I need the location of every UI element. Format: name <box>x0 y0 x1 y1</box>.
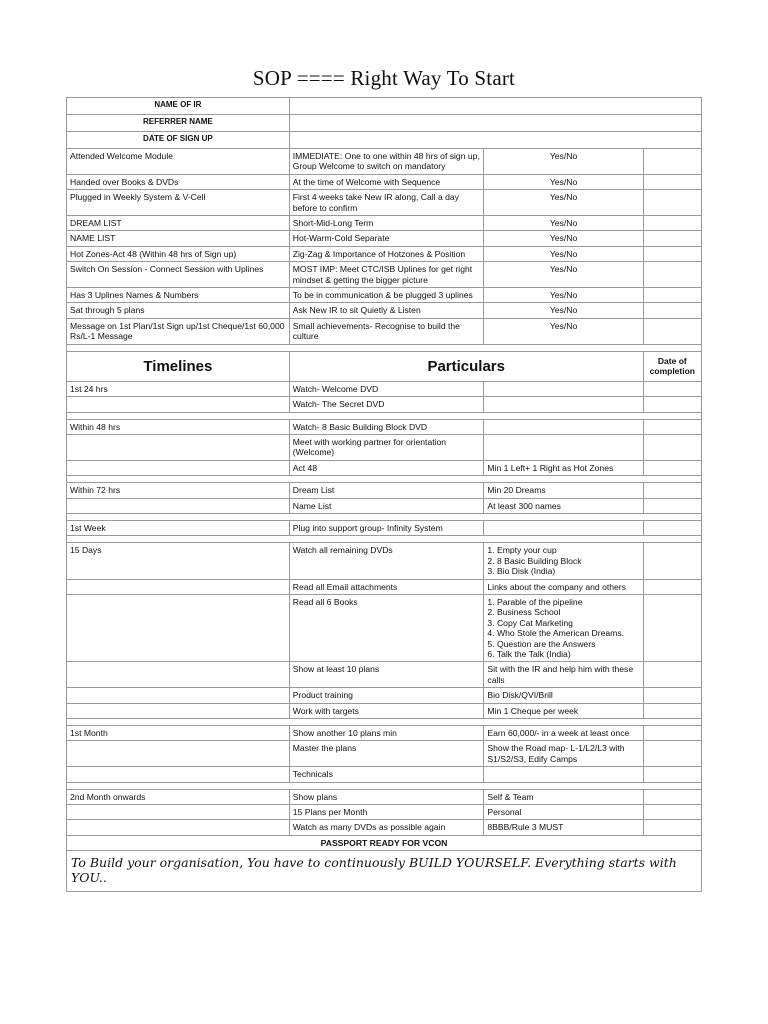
completion-date-cell[interactable] <box>643 805 701 820</box>
date-of-completion-header: Date of completion <box>643 351 701 381</box>
task-cell: Name List <box>289 498 484 513</box>
timeline-cell <box>67 741 290 767</box>
yes-no-toggle[interactable]: Yes/No <box>484 149 643 175</box>
note-cell <box>484 520 643 535</box>
timeline-cell <box>67 820 290 835</box>
timeline-row <box>67 726 702 741</box>
completion-date-cell[interactable] <box>643 520 701 535</box>
passport-row <box>67 835 702 850</box>
spacer-cell <box>67 536 702 543</box>
completion-date-cell[interactable] <box>643 594 701 661</box>
sop-table-body <box>67 98 702 892</box>
footer-row <box>67 851 702 892</box>
note-cell: Min 20 Dreams <box>484 483 643 498</box>
task-cell: Master the plans <box>289 741 484 767</box>
checklist-item: Switch On Session - Connect Session with Uplines <box>67 262 290 288</box>
completion-date-cell[interactable] <box>643 579 701 594</box>
completion-date-cell[interactable] <box>643 397 701 412</box>
checklist-remark-cell[interactable] <box>643 288 701 303</box>
list-item: 4. Who Stole the American Dreams. <box>487 628 625 639</box>
note-cell <box>484 397 643 412</box>
note-cell <box>484 767 643 782</box>
completion-date-cell[interactable] <box>643 741 701 767</box>
checklist-item: NAME LIST <box>67 231 290 246</box>
field-label: REFERRER NAME <box>67 115 290 132</box>
task-cell: Watch as many DVDs as possible again <box>289 820 484 835</box>
spacer-cell <box>67 412 702 419</box>
spacer-row <box>67 513 702 520</box>
timeline-row <box>67 483 702 498</box>
checklist-item: DREAM LIST <box>67 216 290 231</box>
timeline-row <box>67 419 702 434</box>
spacer-row <box>67 344 702 351</box>
spacer-cell <box>67 476 702 483</box>
checklist-row <box>67 246 702 261</box>
checklist-remark-cell[interactable] <box>643 246 701 261</box>
timeline-row <box>67 434 702 460</box>
spacer-row <box>67 536 702 543</box>
task-cell: Product training <box>289 688 484 703</box>
list-item: 3. Copy Cat Marketing <box>487 617 573 628</box>
checklist-row <box>67 288 702 303</box>
timeline-cell: 1st Week <box>67 520 290 535</box>
list-item: 2. 8 Basic Building Block <box>487 555 582 566</box>
field-label: DATE OF SIGN UP <box>67 132 290 149</box>
note-cell <box>484 381 643 396</box>
completion-date-cell[interactable] <box>643 543 701 579</box>
timeline-row <box>67 579 702 594</box>
timeline-cell: 2nd Month onwards <box>67 789 290 804</box>
checklist-item: Plugged in Weekly System & V-Cell <box>67 190 290 216</box>
note-cell: Earn 60,000/- in a week at least once <box>484 726 643 741</box>
checklist-remark-cell[interactable] <box>643 303 701 318</box>
yes-no-toggle[interactable]: Yes/No <box>484 190 643 216</box>
checklist-row <box>67 262 702 288</box>
checklist-item: Has 3 Uplines Names & Numbers <box>67 288 290 303</box>
field-row-date-of-sign-up <box>67 132 702 149</box>
checklist-item: Message on 1st Plan/1st Sign up/1st Cheque/1st 60,000 Rs/L-1 Message <box>67 318 290 344</box>
field-label: NAME OF IR <box>67 98 290 115</box>
field-row-name-of-ir <box>67 98 702 115</box>
checklist-detail: Ask New IR to sit Quietly & Listen <box>289 303 484 318</box>
checklist-detail: IMMEDIATE: One to one within 48 hrs of sign up, Group Welcome to switch on mandatory <box>289 149 484 175</box>
task-cell: Watch- 8 Basic Building Block DVD <box>289 419 484 434</box>
completion-date-cell[interactable] <box>643 460 701 475</box>
timeline-row <box>67 688 702 703</box>
task-cell: Show at least 10 plans <box>289 662 484 688</box>
checklist-row <box>67 174 702 189</box>
yes-no-toggle[interactable]: Yes/No <box>484 246 643 261</box>
task-cell: Watch all remaining DVDs <box>289 543 484 579</box>
completion-date-cell[interactable] <box>643 381 701 396</box>
yes-no-toggle[interactable]: Yes/No <box>484 231 643 246</box>
checklist-detail: Small achievements- Recognise to build the culture <box>289 318 484 344</box>
timeline-cell: Within 48 hrs <box>67 419 290 434</box>
checklist-row <box>67 303 702 318</box>
timeline-cell: 1st 24 hrs <box>67 381 290 396</box>
note-cell: Personal <box>484 805 643 820</box>
checklist-remark-cell[interactable] <box>643 174 701 189</box>
sop-table <box>66 97 702 892</box>
checklist-row <box>67 190 702 216</box>
timeline-row <box>67 805 702 820</box>
timeline-cell <box>67 688 290 703</box>
spacer-row <box>67 476 702 483</box>
timeline-row <box>67 520 702 535</box>
field-value-input[interactable] <box>289 115 701 132</box>
note-cell: Sit with the IR and help him with these calls <box>484 662 643 688</box>
checklist-detail: Zig-Zag & Importance of Hotzones & Position <box>289 246 484 261</box>
timeline-cell <box>67 662 290 688</box>
list-item: 3. Bio Disk (India) <box>487 566 556 577</box>
field-value-input[interactable] <box>289 98 701 115</box>
completion-date-cell[interactable] <box>643 419 701 434</box>
yes-no-toggle[interactable]: Yes/No <box>484 174 643 189</box>
task-cell: Meet with working partner for orientation (Welcome) <box>289 434 484 460</box>
checklist-remark-cell[interactable] <box>643 190 701 216</box>
timeline-cell <box>67 579 290 594</box>
note-cell: Bio Disk/QVI/Brill <box>484 688 643 703</box>
spacer-cell <box>67 782 702 789</box>
timeline-cell <box>67 498 290 513</box>
note-cell <box>484 594 643 661</box>
list-item: 6. Talk the Talk (India) <box>487 649 571 659</box>
task-cell: 15 Plans per Month <box>289 805 484 820</box>
section-header-row <box>67 351 702 381</box>
task-cell: Show another 10 plans min <box>289 726 484 741</box>
completion-date-cell[interactable] <box>643 662 701 688</box>
timeline-row <box>67 594 702 661</box>
completion-date-cell[interactable] <box>643 789 701 804</box>
checklist-detail: MOST IMP: Meet CTC/ISB Uplines for get right mindset & getting the bigger picture <box>289 262 484 288</box>
note-cell: Min 1 Left+ 1 Right as Hot Zones <box>484 460 643 475</box>
checklist-detail: First 4 weeks take New IR along, Call a day before to confirm <box>289 190 484 216</box>
passport-banner: PASSPORT READY FOR VCON <box>67 835 702 850</box>
timeline-row <box>67 703 702 718</box>
completion-date-cell[interactable] <box>643 767 701 782</box>
checklist-item: Sat through 5 plans <box>67 303 290 318</box>
checklist-remark-cell[interactable] <box>643 262 701 288</box>
task-cell: Act 48 <box>289 460 484 475</box>
completion-date-cell[interactable] <box>643 688 701 703</box>
checklist-remark-cell[interactable] <box>643 149 701 175</box>
spacer-row <box>67 719 702 726</box>
timeline-cell <box>67 703 290 718</box>
list-item: 1. Empty your cup <box>487 545 557 556</box>
list-item: 5. Question are the Answers <box>487 638 596 649</box>
spacer-cell <box>67 513 702 520</box>
completion-date-cell[interactable] <box>643 434 701 460</box>
checklist-row <box>67 318 702 344</box>
spacer-cell <box>67 719 702 726</box>
yes-no-toggle[interactable]: Yes/No <box>484 262 643 288</box>
note-cell: Links about the company and others <box>484 579 643 594</box>
spacer-row <box>67 782 702 789</box>
yes-no-toggle[interactable]: Yes/No <box>484 216 643 231</box>
timeline-row <box>67 662 702 688</box>
checklist-remark-cell[interactable] <box>643 216 701 231</box>
task-cell: Show plans <box>289 789 484 804</box>
checklist-remark-cell[interactable] <box>643 318 701 344</box>
yes-no-toggle[interactable]: Yes/No <box>484 288 643 303</box>
completion-date-cell[interactable] <box>643 726 701 741</box>
note-cell <box>484 543 643 579</box>
checklist-item: Hot Zones-Act 48 (Within 48 hrs of Sign up) <box>67 246 290 261</box>
timeline-row <box>67 397 702 412</box>
particulars-header: Particulars <box>289 351 643 381</box>
timeline-cell <box>67 594 290 661</box>
timeline-row <box>67 767 702 782</box>
completion-date-cell[interactable] <box>643 483 701 498</box>
timeline-cell <box>67 767 290 782</box>
checklist-row <box>67 216 702 231</box>
timeline-row <box>67 741 702 767</box>
yes-no-toggle[interactable]: Yes/No <box>484 303 643 318</box>
completion-date-cell[interactable] <box>643 498 701 513</box>
field-value-input[interactable] <box>289 132 701 149</box>
task-cell: Technicals <box>289 767 484 782</box>
checklist-item: Attended Welcome Module <box>67 149 290 175</box>
timeline-cell: 1st Month <box>67 726 290 741</box>
checklist-detail: To be in communication & be plugged 3 uplines <box>289 288 484 303</box>
list-item: 2. Business School <box>487 607 561 618</box>
timeline-cell: Within 72 hrs <box>67 483 290 498</box>
timeline-row <box>67 820 702 835</box>
note-cell: At least 300 names <box>484 498 643 513</box>
note-cell: Self & Team <box>484 789 643 804</box>
checklist-detail: Short-Mid-Long Term <box>289 216 484 231</box>
spacer-cell <box>67 344 702 351</box>
field-row-referrer-name <box>67 115 702 132</box>
task-cell: Read all 6 Books <box>289 594 484 661</box>
timeline-cell <box>67 460 290 475</box>
list-item: 1. Parable of the pipeline <box>487 596 583 607</box>
spacer-row <box>67 412 702 419</box>
note-cell: Show the Road map- L-1/L2/L3 with S1/S2/S3, Edify Camps <box>484 741 643 767</box>
task-cell: Watch- The Secret DVD <box>289 397 484 412</box>
note-cell <box>484 434 643 460</box>
timeline-row <box>67 460 702 475</box>
checklist-row <box>67 149 702 175</box>
task-cell: Read all Email attachments <box>289 579 484 594</box>
footer-motto: To Build your organisation, You have to continuously BUILD YOURSELF. Everything starts with YOU.. <box>67 851 702 892</box>
sop-sheet <box>66 97 702 892</box>
note-cell: Min 1 Cheque per week <box>484 703 643 718</box>
checklist-remark-cell[interactable] <box>643 231 701 246</box>
task-cell: Work with targets <box>289 703 484 718</box>
task-cell: Watch- Welcome DVD <box>289 381 484 396</box>
timeline-cell: 15 Days <box>67 543 290 579</box>
timelines-header: Timelines <box>67 351 290 381</box>
note-list <box>487 597 639 659</box>
page-title: SOP ==== Right Way To Start <box>252 66 516 90</box>
note-list <box>487 545 639 576</box>
timeline-row <box>67 789 702 804</box>
timeline-cell <box>67 434 290 460</box>
timeline-row <box>67 381 702 396</box>
timeline-row <box>67 543 702 579</box>
note-cell <box>484 419 643 434</box>
checklist-detail: Hot-Warm-Cold Separate <box>289 231 484 246</box>
yes-no-toggle[interactable]: Yes/No <box>484 318 643 344</box>
task-cell: Plug into support group- Infinity System <box>289 520 484 535</box>
checklist-row <box>67 231 702 246</box>
timeline-cell <box>67 397 290 412</box>
timeline-cell <box>67 805 290 820</box>
completion-date-cell[interactable] <box>643 820 701 835</box>
completion-date-cell[interactable] <box>643 703 701 718</box>
checklist-detail: At the time of Welcome with Sequence <box>289 174 484 189</box>
note-cell: 8BBB/Rule 3 MUST <box>484 820 643 835</box>
timeline-row <box>67 498 702 513</box>
task-cell: Dream List <box>289 483 484 498</box>
checklist-item: Handed over Books & DVDs <box>67 174 290 189</box>
